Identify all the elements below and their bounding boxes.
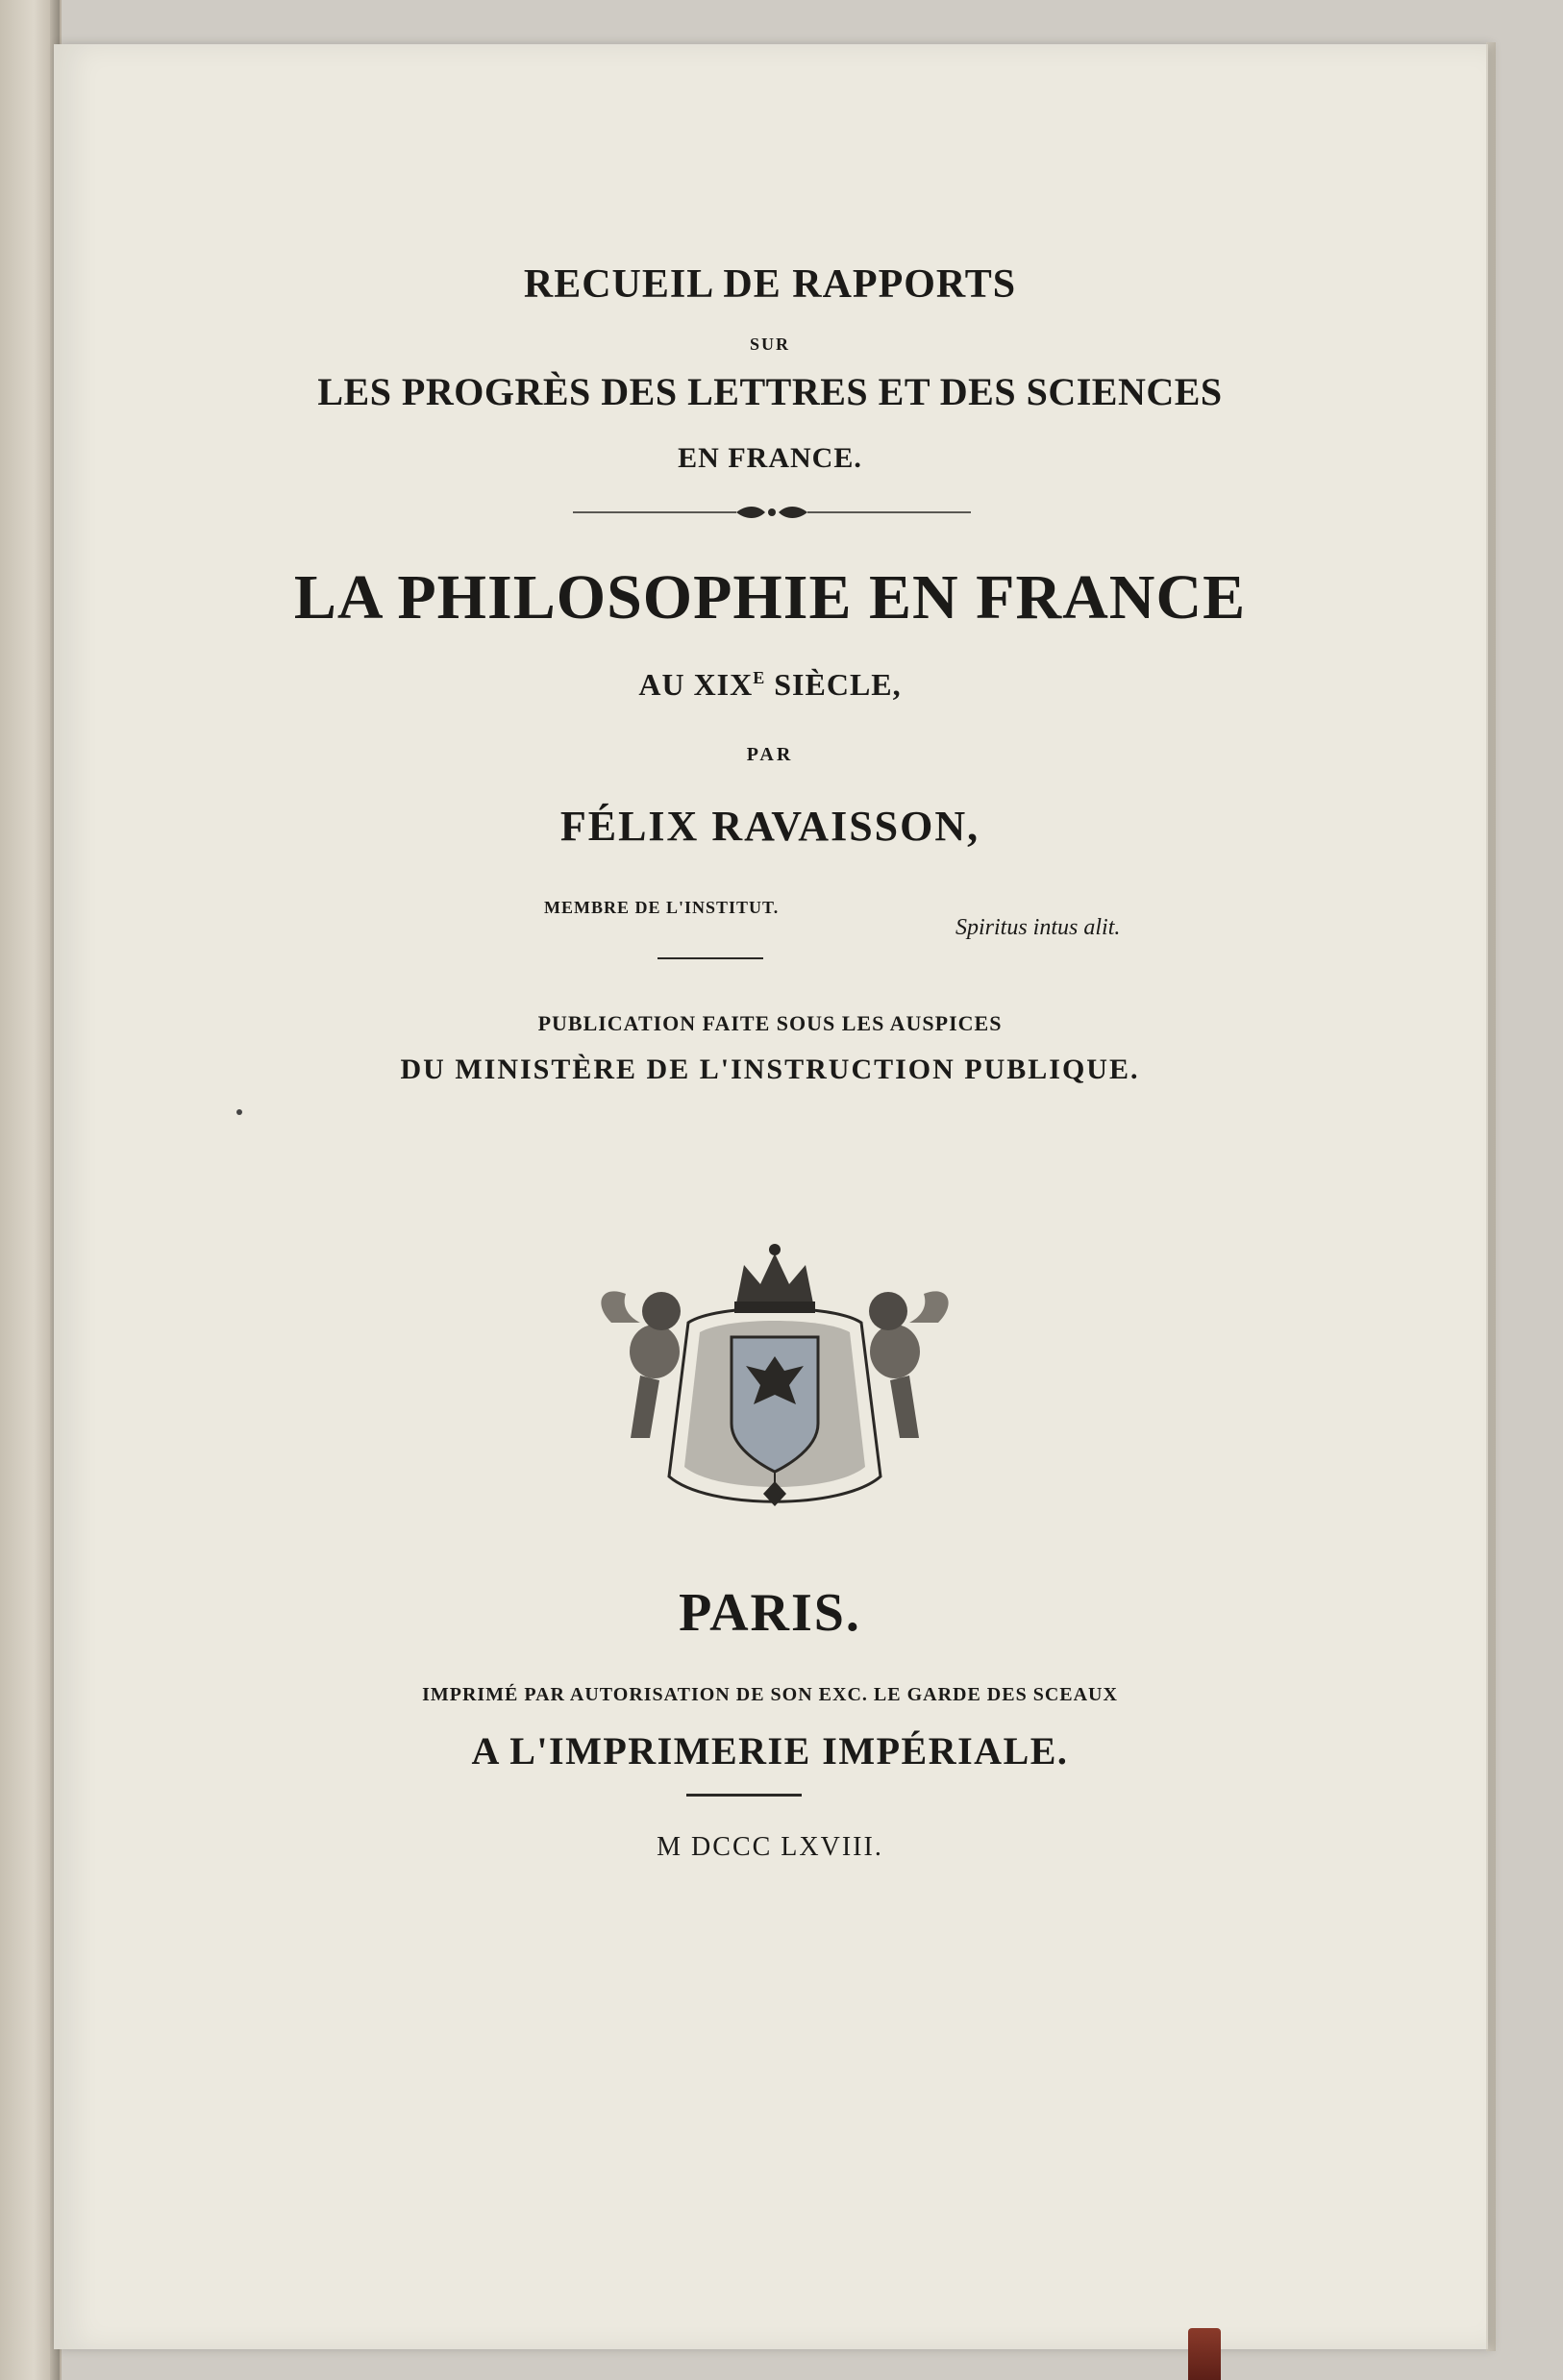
series-location: EN FRANCE.	[678, 442, 862, 474]
coat-of-arms-icon	[573, 1236, 977, 1525]
bottom-divider-rule	[686, 1794, 802, 1797]
bookmark-ribbon	[1188, 2328, 1221, 2380]
century-suffix: SIÈCLE,	[765, 667, 902, 702]
title-page	[54, 44, 1488, 2349]
publication-note-line2: DU MINISTÈRE DE L'INSTRUCTION PUBLIQUE.	[400, 1054, 1140, 1085]
imprint-city: PARIS.	[679, 1583, 861, 1643]
ink-speck	[236, 1109, 242, 1115]
handwritten-motto: Spiritus intus alit.	[955, 915, 1121, 940]
series-subtitle: LES PROGRÈS DES LETTRES ET DES SCIENCES	[317, 370, 1223, 413]
author-name: FÉLIX RAVAISSON,	[559, 803, 980, 850]
imprint-authorization: IMPRIMÉ PAR AUTORISATION DE SON EXC. LE GARDE DES SCEAUX	[422, 1684, 1118, 1705]
by-line: PAR	[746, 744, 794, 765]
century-prefix: AU XIX	[638, 667, 754, 702]
imprint-year: M DCCC LXVIII.	[657, 1832, 883, 1862]
book-title: LA PHILOSOPHIE EN FRANCE	[293, 562, 1247, 632]
series-title: RECUEIL DE RAPPORTS	[523, 262, 1017, 307]
publication-note-line1: PUBLICATION FAITE SOUS LES AUSPICES	[537, 1011, 1003, 1035]
series-connector: SUR	[749, 335, 790, 354]
century-superscript: E	[753, 668, 766, 687]
imprint-printer: A L'IMPRIMERIE IMPÉRIALE.	[471, 1729, 1069, 1773]
book-subtitle	[54, 667, 1486, 703]
ornamental-rule-icon	[573, 502, 971, 523]
divider-rule	[657, 957, 763, 959]
author-role: MEMBRE DE L'INSTITUT.	[544, 898, 780, 917]
